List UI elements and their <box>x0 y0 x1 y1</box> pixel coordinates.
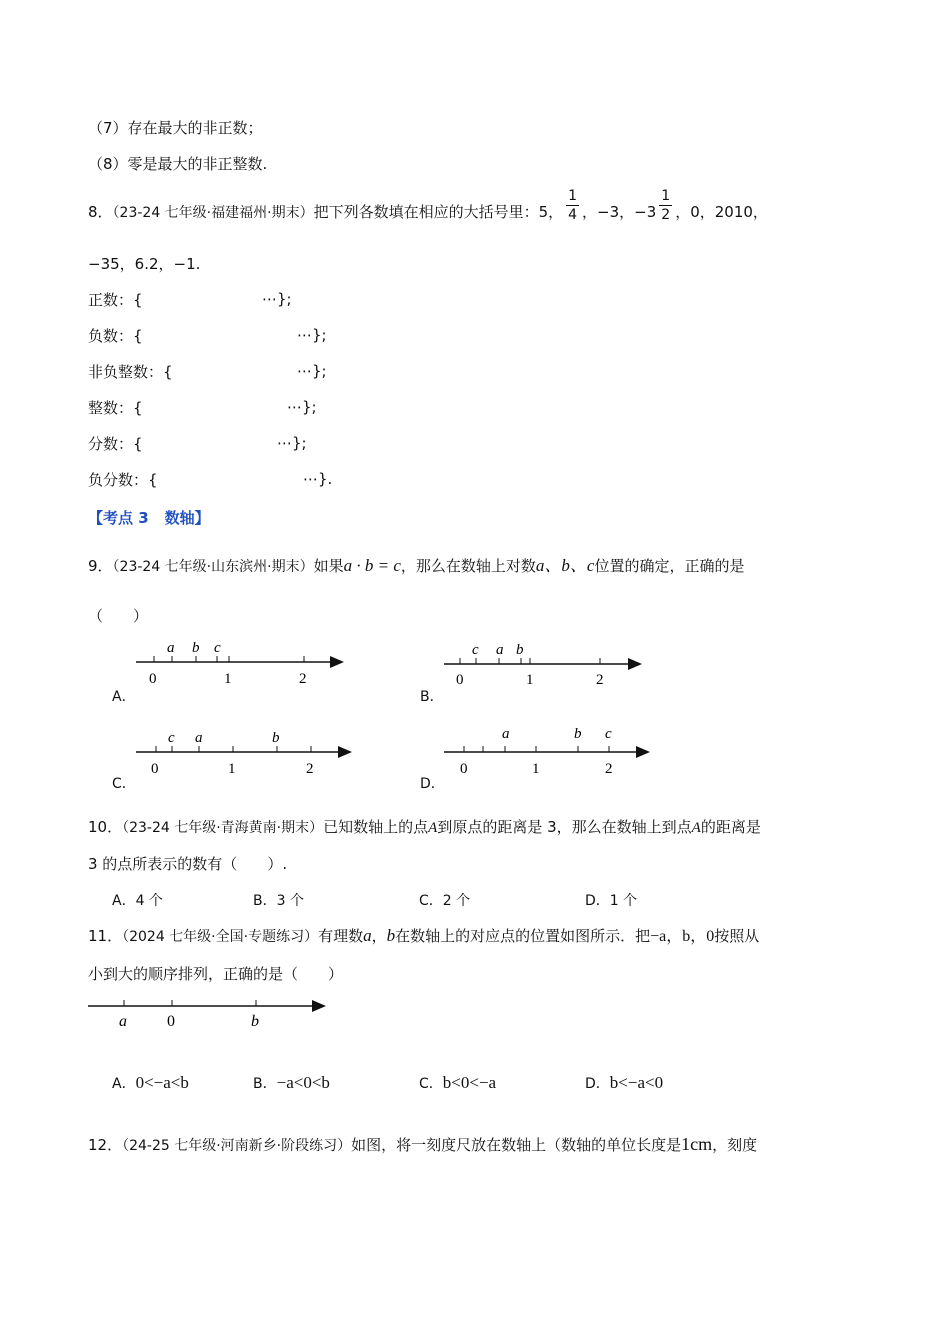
point-label: c <box>472 642 479 658</box>
tick-label: 2 <box>596 672 604 688</box>
tick-label: 0 <box>167 1013 175 1030</box>
category-label: 非负整数：{ <box>88 363 173 381</box>
q9-line-1 <box>88 556 744 577</box>
point-label: b <box>516 642 524 658</box>
q10-point-a: A <box>428 820 438 836</box>
q8-line-2: −35，6.2，−1. <box>88 255 201 273</box>
category-label: 负数：{ <box>88 327 143 345</box>
point-label: b <box>251 1013 259 1030</box>
q8-line-1 <box>88 188 768 224</box>
q11-line-1 <box>88 926 759 947</box>
category-close: ⋯}; <box>277 434 307 452</box>
q8-fraction-2: $\frac{1}{2}$ <box>661 188 671 223</box>
option-letter: A． <box>112 1076 136 1092</box>
q10-line-1 <box>88 817 761 838</box>
q10-option-b[interactable]: B．3 个 <box>253 893 304 909</box>
q9-option-d-numberline <box>440 726 655 778</box>
option-expression: 0<−a<b <box>135 1073 189 1092</box>
point-label: a <box>119 1013 127 1030</box>
q11-var-b: b <box>386 926 396 945</box>
q11-list: −a，b，0 <box>650 928 715 945</box>
tick-label: 0 <box>456 672 464 688</box>
q9-stem-post: ，那么在数轴上对数 <box>400 557 536 575</box>
q12-stem: 如图，将一刻度尺放在数轴上（数轴的单位长度是 <box>351 1136 682 1154</box>
category-close: ⋯}; <box>287 398 317 416</box>
q10-option-a[interactable]: A．4 个 <box>112 893 163 909</box>
category-close: ⋯}. <box>303 470 333 488</box>
point-label: a <box>496 642 504 658</box>
q9-option-a-letter[interactable]: A． <box>112 689 136 705</box>
category-negative-fraction <box>88 470 158 490</box>
q11-comma: ， <box>371 927 387 945</box>
q9-stem-end: 位置的确定，正确的是 <box>594 557 745 575</box>
q10-source: （23-24 七年级·青海黄南·期末） <box>122 820 324 836</box>
point-label: b <box>272 730 280 746</box>
q10-stem-2: 到原点的距离是 3，那么在数轴上到点 <box>437 818 692 836</box>
q8-stem: 把下列各数填在相应的大括号里：5， <box>313 203 564 221</box>
tick-label: 1 <box>228 761 236 777</box>
q7-item-8: （8）零是最大的非正整数. <box>88 155 268 173</box>
q10-point-a: A <box>691 820 701 836</box>
point-label: c <box>214 640 221 656</box>
q9-variables: a、b、c <box>535 556 595 575</box>
point-label: a <box>167 640 175 656</box>
q9-number: 9． <box>88 557 113 575</box>
q8-number: 8． <box>88 203 113 221</box>
category-nonneg-integer <box>88 362 173 382</box>
category-integer <box>88 398 143 418</box>
category-negative <box>88 326 143 346</box>
category-close: ⋯}; <box>297 362 327 380</box>
q10-stem-3: 的距离是 <box>700 818 761 836</box>
category-label: 负分数：{ <box>88 471 158 489</box>
q12-source: （24-25 七年级·河南新乡·阶段练习） <box>122 1138 352 1154</box>
q9-option-c-letter[interactable]: C． <box>112 776 136 792</box>
q11-var-a: a <box>363 926 372 945</box>
option-letter: D． <box>585 1076 610 1092</box>
q11-source: （2024 七年级·全国·专题练习） <box>122 929 319 945</box>
category-fraction <box>88 434 143 454</box>
q9-paren: （ ） <box>88 607 149 625</box>
q10-stem-1: 已知数轴上的点 <box>323 818 429 836</box>
category-label: 分数：{ <box>88 435 143 453</box>
tick-label: 1 <box>526 672 534 688</box>
category-label: 正数：{ <box>88 291 143 309</box>
q9-option-d-letter[interactable]: D． <box>420 776 445 792</box>
category-close: ⋯}; <box>297 326 327 344</box>
category-positive <box>88 290 143 310</box>
option-letter: C． <box>419 1076 443 1092</box>
point-label: c <box>605 726 612 742</box>
q12-line-1 <box>88 1134 757 1156</box>
option-expression: b<0<−a <box>442 1073 497 1092</box>
point-label: b <box>574 726 582 742</box>
tick-label: 0 <box>460 761 468 777</box>
category-label: 整数：{ <box>88 399 143 417</box>
q12-unit: 1cm <box>681 1134 713 1154</box>
section-heading <box>88 508 210 528</box>
q10-option-c[interactable]: C．2 个 <box>419 893 471 909</box>
q11-option-a[interactable] <box>112 1073 189 1093</box>
q11-stem-1: 有理数 <box>318 927 364 945</box>
q11-stem-3: 按照从 <box>714 927 760 945</box>
q11-number: 11． <box>88 927 123 945</box>
point-label: a <box>195 730 203 746</box>
q10-line-2: 3 的点所表示的数有（ ）. <box>88 855 288 873</box>
q8-source: （23-24 七年级·福建福州·期末） <box>112 205 314 221</box>
q8-fraction-1: $\frac{1}{4}$ <box>568 188 578 223</box>
option-expression: −a<0<b <box>276 1073 330 1092</box>
q10-option-d[interactable]: D．1 个 <box>585 893 638 909</box>
point-label: a <box>502 726 510 742</box>
tick-label: 2 <box>306 761 314 777</box>
tick-label: 2 <box>299 671 307 687</box>
point-label: c <box>168 730 175 746</box>
q10-number: 10． <box>88 818 123 836</box>
q12-number: 12． <box>88 1136 123 1154</box>
q9-option-c-numberline <box>130 726 360 778</box>
q9-option-b-letter[interactable]: B． <box>420 689 444 705</box>
q9-source: （23-24 七年级·山东滨州·期末） <box>112 559 314 575</box>
q8-mid: ，−3，−3 <box>582 203 657 221</box>
section-title: 数轴】 <box>164 509 210 527</box>
q11-stem-2: 在数轴上的对应点的位置如图所示．把 <box>395 927 651 945</box>
q11-option-c[interactable] <box>419 1073 496 1093</box>
section-bracket: 【考点 3 <box>88 509 149 527</box>
q9-option-a-numberline <box>130 636 360 688</box>
category-close: ⋯}; <box>262 290 292 308</box>
q11-line-2: 小到大的顺序排列，正确的是（ ） <box>88 965 344 983</box>
tick-label: 0 <box>151 761 159 777</box>
option-letter: B． <box>253 1076 277 1092</box>
q9-option-b-numberline <box>440 640 650 690</box>
tick-label: 2 <box>605 761 613 777</box>
point-label: b <box>192 640 200 656</box>
q12-tail: ，刻度 <box>712 1136 758 1154</box>
option-expression: b<−a<0 <box>609 1073 664 1092</box>
q9-stem-pre: 如果 <box>313 557 344 575</box>
q11-option-b[interactable] <box>253 1073 330 1093</box>
q7-item-7: （7）存在最大的非正数； <box>88 119 263 137</box>
tick-label: 0 <box>149 671 157 687</box>
q9-expression: a · b = c <box>343 556 401 575</box>
q8-tail: ，0，2010， <box>675 203 768 221</box>
q11-option-d[interactable] <box>585 1073 663 1093</box>
tick-label: 1 <box>224 671 232 687</box>
tick-label: 1 <box>532 761 540 777</box>
q11-numberline <box>86 996 336 1030</box>
